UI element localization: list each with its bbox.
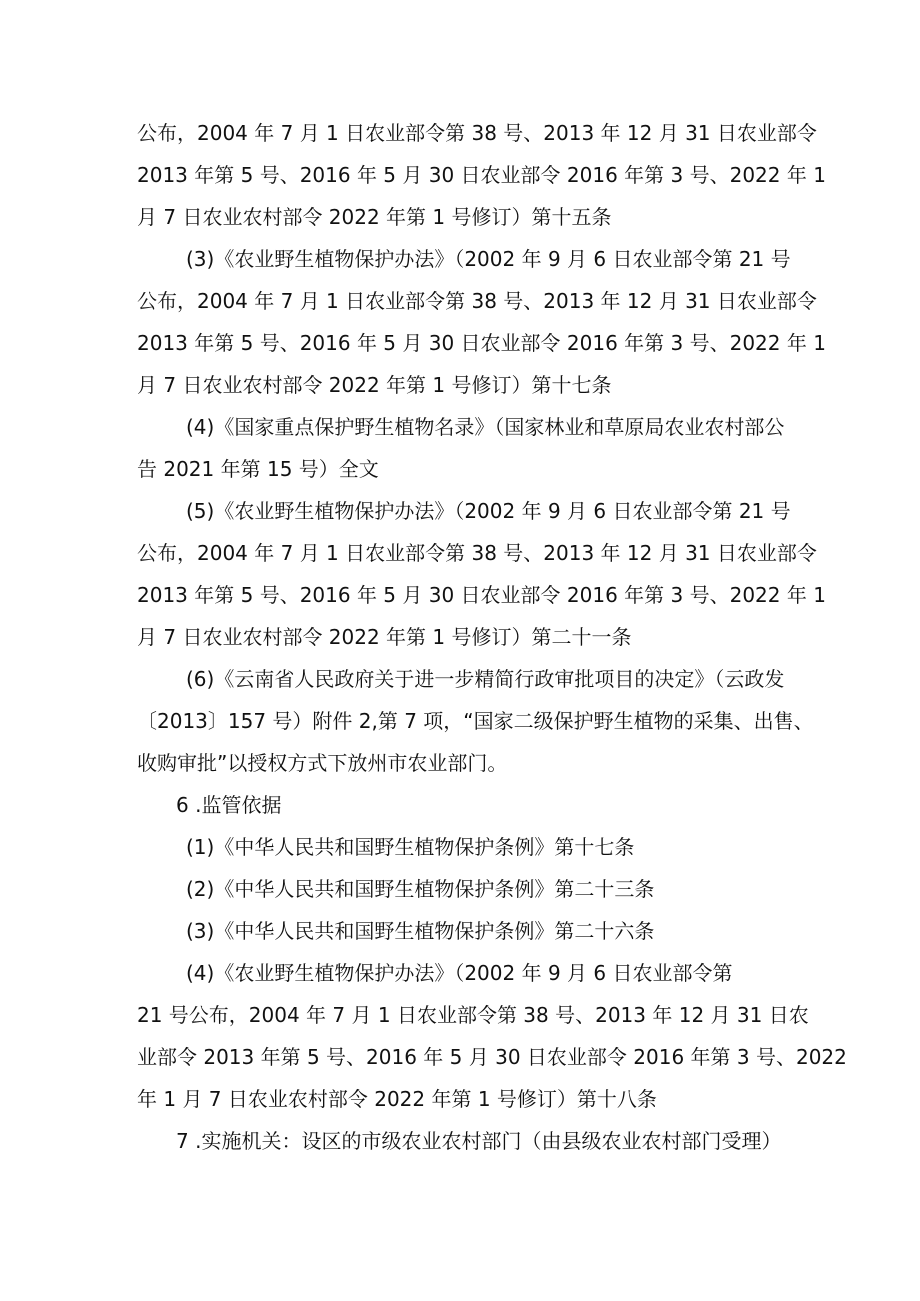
section-heading: 6 .监管依据 bbox=[176, 793, 282, 817]
text-line: (6)《云南省人民政府关于进一步精简行政审批项目的决定》（云政发 bbox=[186, 667, 785, 691]
text-line: 月 7 日农业农村部令 2022 年第 1 号修订）第二十一条 bbox=[137, 625, 632, 649]
text-line: (4)《国家重点保护野生植物名录》（国家林业和草原局农业农村部公 bbox=[186, 415, 785, 439]
text-line: 21 号公布，2004 年 7 月 1 日农业部令第 38 号、2013 年 12 月 31 日农 bbox=[137, 1003, 809, 1027]
text-line: 月 7 日农业农村部令 2022 年第 1 号修订）第十五条 bbox=[137, 205, 612, 229]
text-line: (1)《中华人民共和国野生植物保护条例》第十七条 bbox=[186, 835, 635, 859]
text-line: 收购审批”以授权方式下放州市农业部门。 bbox=[137, 751, 508, 775]
text-line: (4)《农业野生植物保护办法》（2002 年 9 月 6 日农业部令第 bbox=[186, 961, 733, 985]
text-line: 业部令 2013 年第 5 号、2016 年 5 月 30 日农业部令 2016 年第 3 号、2022 bbox=[137, 1045, 847, 1069]
text-line: (2)《中华人民共和国野生植物保护条例》第二十三条 bbox=[186, 877, 655, 901]
section-heading: 7 .实施机关：设区的市级农业农村部门（由县级农业农村部门受理） bbox=[176, 1129, 782, 1153]
text-line: (3)《农业野生植物保护办法》（2002 年 9 月 6 日农业部令第 21 号 bbox=[186, 247, 791, 271]
text-line: 告 2021 年第 15 号）全文 bbox=[137, 457, 379, 481]
text-line: 公布，2004 年 7 月 1 日农业部令第 38 号、2013 年 12 月 31 日农业部令 bbox=[137, 121, 817, 145]
text-line: 公布，2004 年 7 月 1 日农业部令第 38 号、2013 年 12 月 31 日农业部令 bbox=[137, 289, 817, 313]
text-line: 2013 年第 5 号、2016 年 5 月 30 日农业部令 2016 年第 3 号、2022 年 1 bbox=[137, 331, 826, 355]
text-line: 公布，2004 年 7 月 1 日农业部令第 38 号、2013 年 12 月 31 日农业部令 bbox=[137, 541, 817, 565]
text-line: 月 7 日农业农村部令 2022 年第 1 号修订）第十七条 bbox=[137, 373, 612, 397]
text-line: 年 1 月 7 日农业农村部令 2022 年第 1 号修订）第十八条 bbox=[137, 1087, 657, 1111]
text-line: 2013 年第 5 号、2016 年 5 月 30 日农业部令 2016 年第 3 号、2022 年 1 bbox=[137, 583, 826, 607]
text-line: (5)《农业野生植物保护办法》（2002 年 9 月 6 日农业部令第 21 号 bbox=[186, 499, 791, 523]
text-line: 2013 年第 5 号、2016 年 5 月 30 日农业部令 2016 年第 3 号、2022 年 1 bbox=[137, 163, 826, 187]
text-line: 〔2013〕157 号）附件 2,第 7 项，“国家二级保护野生植物的采集、出售、 bbox=[137, 709, 814, 733]
text-line: (3)《中华人民共和国野生植物保护条例》第二十六条 bbox=[186, 919, 655, 943]
